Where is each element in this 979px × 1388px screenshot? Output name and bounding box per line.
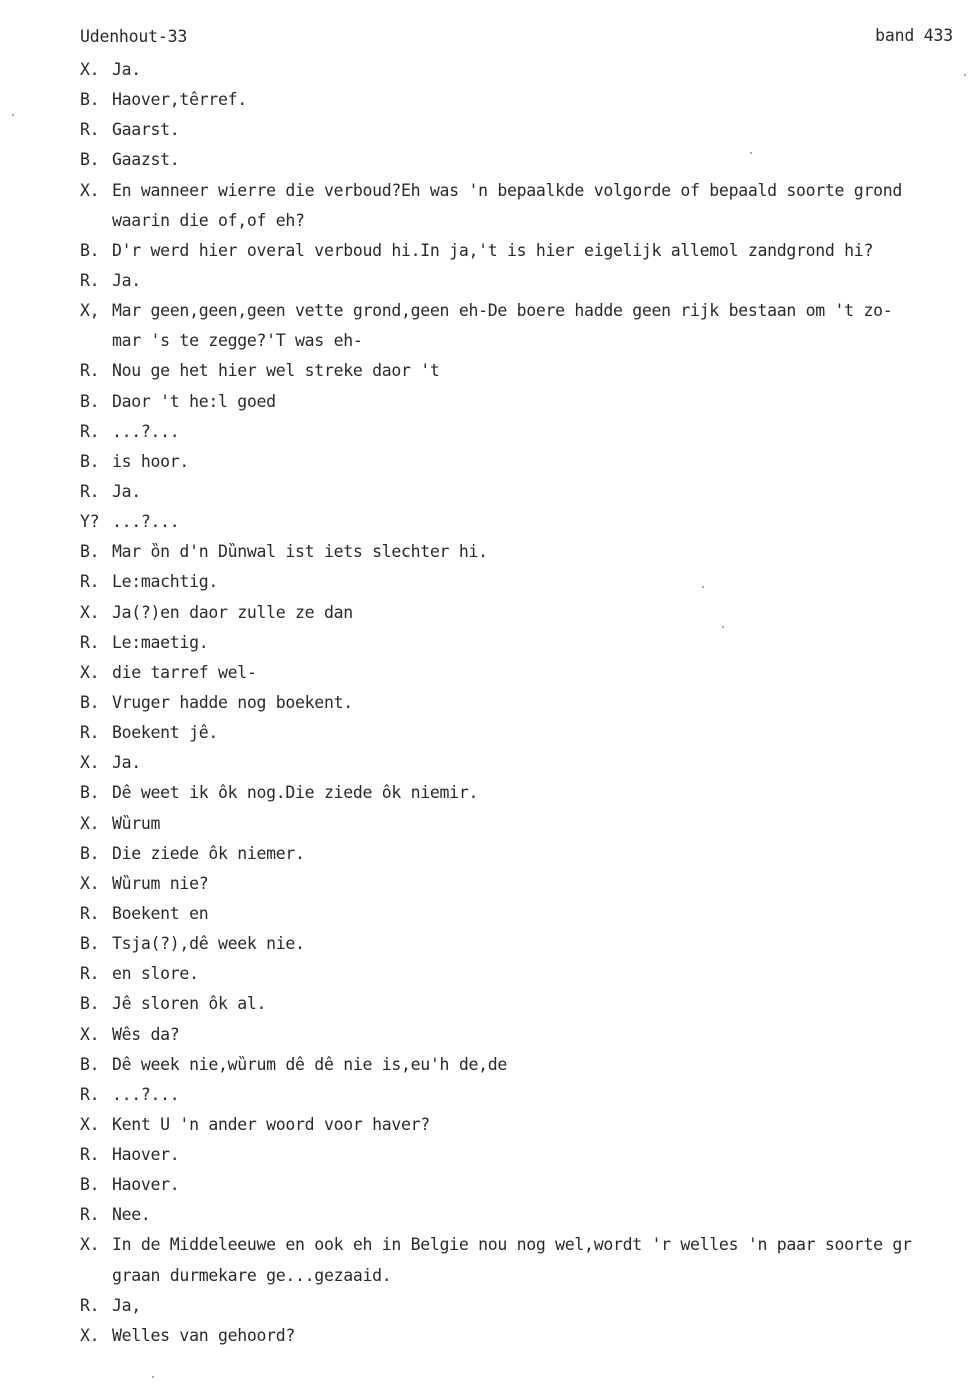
speaker-label: R. xyxy=(80,903,100,923)
utterance-text: Die ziede ôk niemer. xyxy=(112,843,305,863)
speaker-label: R. xyxy=(80,572,100,592)
speaker-label: R. xyxy=(80,1295,100,1315)
transcript-line xyxy=(80,1084,965,1114)
speaker-label: X. xyxy=(80,1114,100,1134)
transcript-line xyxy=(80,300,965,330)
speaker-label: R. xyxy=(80,723,100,743)
utterance-text: Gaazst. xyxy=(112,150,180,170)
transcript-line xyxy=(80,1204,965,1234)
speaker-label: B. xyxy=(80,843,100,863)
speaker-label: B. xyxy=(80,150,100,170)
speaker-label: Y? xyxy=(80,512,100,532)
speaker-label: X, xyxy=(80,301,100,321)
paper-speck xyxy=(12,114,14,116)
header-tape-number: band 433 xyxy=(875,26,953,45)
utterance-text: Mar ȍn d'n Dȕnwal ist iets slechter hi. xyxy=(112,542,488,562)
speaker-label: X. xyxy=(80,873,100,893)
transcript-line xyxy=(80,752,965,782)
utterance-text: In de Middeleeuwe en ook eh in Belgie nou nog wel,wordt 'r welles 'n paar soorte gr xyxy=(112,1235,912,1255)
transcript-line xyxy=(80,59,965,89)
transcript-line xyxy=(80,993,965,1023)
transcript-line xyxy=(80,360,965,390)
utterance-text: Ja. xyxy=(112,60,141,79)
utterance-text: En wanneer wierre die verboud?Eh was 'n bepaalkde volgorde of bepaald soorte grond xyxy=(112,180,902,200)
utterance-text: Wês da? xyxy=(112,1024,180,1044)
utterance-text: Wȕrum nie? xyxy=(112,873,209,893)
speaker-label: B. xyxy=(80,783,100,803)
transcript-line xyxy=(80,722,965,752)
utterance-text: Vruger hadde nog boekent. xyxy=(112,692,353,712)
transcript-line xyxy=(80,903,965,933)
speaker-label: B. xyxy=(80,1054,100,1074)
transcript-line xyxy=(80,662,965,692)
speaker-label: X. xyxy=(80,180,100,200)
utterance-text: Ja. xyxy=(112,481,141,501)
utterance-text: is hoor. xyxy=(112,451,190,471)
transcript-line xyxy=(80,1295,965,1325)
transcript-line xyxy=(80,180,965,210)
transcript-line xyxy=(80,933,965,963)
speaker-label: B. xyxy=(80,90,100,110)
transcript xyxy=(80,59,965,1355)
speaker-label: R. xyxy=(80,1084,100,1104)
utterance-text: ...?... xyxy=(112,421,180,441)
utterance-text: Kent U 'n ander woord voor haver? xyxy=(112,1114,430,1134)
speaker-label: X. xyxy=(80,1024,100,1044)
transcript-line xyxy=(80,813,965,843)
speaker-label: B. xyxy=(80,1175,100,1195)
utterance-text: Boekent en xyxy=(112,903,209,923)
transcript-line xyxy=(80,1234,965,1264)
speaker-label: B. xyxy=(80,451,100,471)
header-location: Udenhout-33 xyxy=(80,27,188,46)
paper-speck xyxy=(964,74,966,76)
transcript-line xyxy=(80,451,965,481)
utterance-text: Dê weet ik ôk nog.Die ziede ôk niemir. xyxy=(112,783,479,803)
utterance-text: Le:maetig. xyxy=(112,632,209,652)
transcript-line-continuation xyxy=(80,1265,965,1295)
utterance-text: Boekent jê. xyxy=(112,723,218,743)
speaker-label: R. xyxy=(80,481,100,501)
paper-speck xyxy=(152,1376,154,1378)
transcript-line xyxy=(80,1114,965,1144)
utterance-text: die tarref wel- xyxy=(112,662,257,682)
transcript-line xyxy=(80,421,965,451)
paper-speck xyxy=(750,152,752,154)
utterance-text: Haover,têrref. xyxy=(112,90,247,110)
utterance-text: Mar geen,geen,geen vette grond,geen eh-De boere hadde geen rijk bestaan om 't zo- xyxy=(112,301,893,321)
transcript-line xyxy=(80,149,965,179)
speaker-label: X. xyxy=(80,1235,100,1255)
speaker-label: B. xyxy=(80,934,100,954)
utterance-text: Wȕrum xyxy=(112,813,161,833)
utterance-text: Ja, xyxy=(112,1295,141,1315)
transcript-line xyxy=(80,963,965,993)
speaker-label: R. xyxy=(80,361,100,381)
transcript-line xyxy=(80,240,965,270)
utterance-text: Jê sloren ôk al. xyxy=(112,994,267,1014)
utterance-text: Le:machtig. xyxy=(112,572,218,592)
transcript-line xyxy=(80,1174,965,1204)
utterance-text: en slore. xyxy=(112,964,199,984)
utterance-text: Ja(?)en daor zulle ze dan xyxy=(112,602,353,622)
transcript-line xyxy=(80,1325,965,1355)
speaker-label: R. xyxy=(80,270,100,290)
transcript-line xyxy=(80,782,965,812)
speaker-label: R. xyxy=(80,1145,100,1165)
transcript-line xyxy=(80,873,965,903)
utterance-text: Nou ge het hier wel streke daor 't xyxy=(112,361,440,381)
transcript-line xyxy=(80,1024,965,1054)
paper-speck xyxy=(702,586,704,588)
transcript-line xyxy=(80,511,965,541)
transcript-line xyxy=(80,119,965,149)
speaker-label: X. xyxy=(80,60,100,79)
speaker-label: R. xyxy=(80,632,100,652)
speaker-label: R. xyxy=(80,1205,100,1225)
transcript-line-continuation xyxy=(80,330,965,360)
utterance-text: Daor 't he:l goed xyxy=(112,391,276,411)
utterance-text: D'r werd hier overal verboud hi.In ja,'t is hier eigelijk allemol zandgrond hi? xyxy=(112,240,874,260)
speaker-label: X. xyxy=(80,602,100,622)
transcript-line xyxy=(80,692,965,722)
utterance-text: ...?... xyxy=(112,1084,180,1104)
utterance-text: waarin die of,of eh? xyxy=(112,210,305,230)
speaker-label: B. xyxy=(80,692,100,712)
utterance-text: Nee. xyxy=(112,1205,151,1225)
utterance-text: Ja. xyxy=(112,753,141,773)
speaker-label: R. xyxy=(80,421,100,441)
transcript-line xyxy=(80,541,965,571)
utterance-text: Gaarst. xyxy=(112,120,180,140)
speaker-label: B. xyxy=(80,994,100,1014)
transcript-line xyxy=(80,632,965,662)
transcript-line-continuation xyxy=(80,210,965,240)
transcript-line xyxy=(80,602,965,632)
utterance-text: Dê week nie,wȕrum dê dê nie is,eu'h de,de xyxy=(112,1054,507,1074)
speaker-label: X. xyxy=(80,753,100,773)
utterance-text: Welles van gehoord? xyxy=(112,1325,296,1345)
transcript-line xyxy=(80,571,965,601)
speaker-label: X. xyxy=(80,813,100,833)
transcript-line xyxy=(80,1144,965,1174)
speaker-label: X. xyxy=(80,1325,100,1345)
speaker-label: X. xyxy=(80,662,100,682)
utterance-text: graan durmekare ge...gezaaid. xyxy=(112,1265,392,1285)
paper-speck xyxy=(722,626,724,628)
utterance-text: mar 's te zegge?'T was eh- xyxy=(112,331,363,351)
utterance-text: Haover. xyxy=(112,1175,180,1195)
transcript-line xyxy=(80,270,965,300)
speaker-label: R. xyxy=(80,120,100,140)
speaker-label: B. xyxy=(80,542,100,562)
utterance-text: Haover. xyxy=(112,1145,180,1165)
transcript-line xyxy=(80,391,965,421)
transcript-line xyxy=(80,89,965,119)
speaker-label: B. xyxy=(80,240,100,260)
transcript-line xyxy=(80,481,965,511)
speaker-label: R. xyxy=(80,964,100,984)
utterance-text: Ja. xyxy=(112,270,141,290)
transcript-line xyxy=(80,843,965,873)
utterance-text: ...?... xyxy=(112,512,180,532)
speaker-label: B. xyxy=(80,391,100,411)
utterance-text: Tsja(?),dê week nie. xyxy=(112,934,305,954)
transcript-line xyxy=(80,1054,965,1084)
